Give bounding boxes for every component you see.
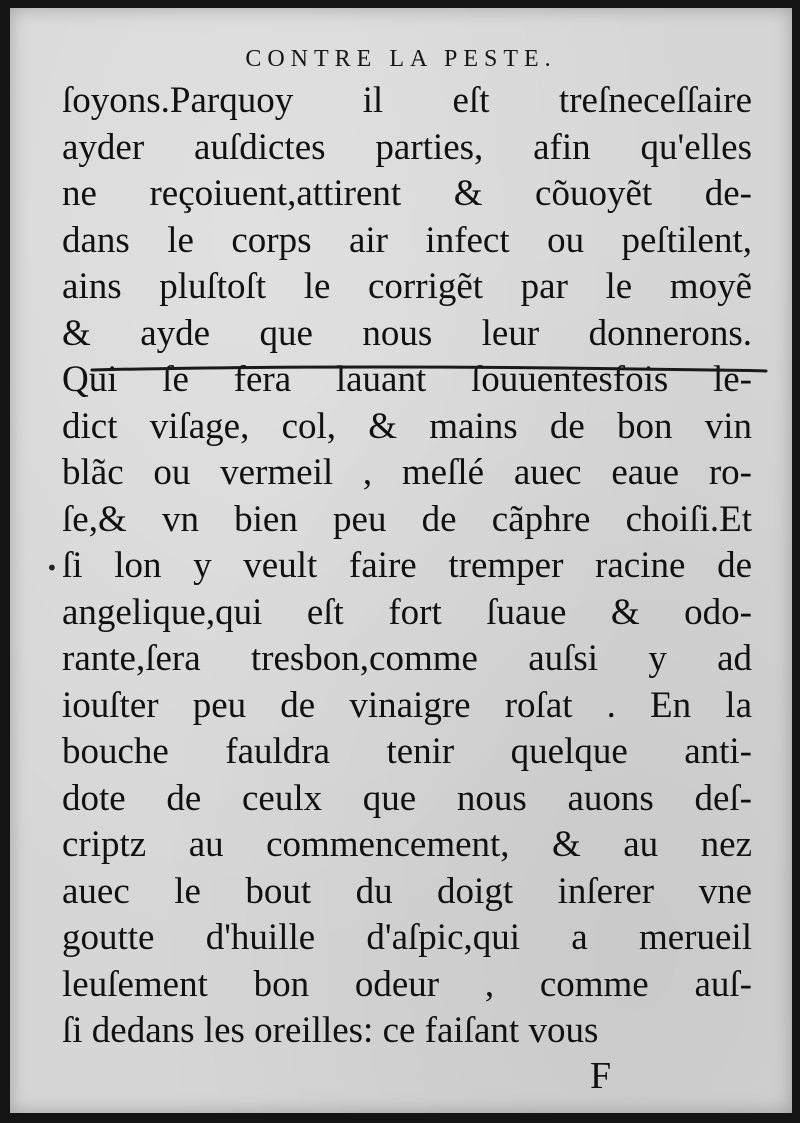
text-line: goutte d'huille d'aſpic,qui a merueil <box>62 917 752 958</box>
text-line: ains pluſtoſt le corrigẽt par le moyẽ <box>62 266 752 307</box>
text-line: ſoyons.Parquoy il eſt treſneceſſaire <box>62 80 752 121</box>
text-line: ne reçoiuent,attirent & cõuoyẽt de- <box>62 173 752 214</box>
text-line: Qui ſe fera lauant ſouuentesfois le- <box>62 359 752 400</box>
margin-mark: • <box>46 556 58 580</box>
text-line: ſi dedans les oreilles: ce faiſant vous <box>62 1010 599 1051</box>
text-line: & ayde que nous leur donnerons. <box>62 312 752 354</box>
signature-mark: F <box>590 1055 612 1097</box>
text-line: dans le corps air infect ou peſtilent, <box>62 219 752 261</box>
body-text <box>62 78 752 1055</box>
text-line: iouſter peu de vinaigre roſat . En la <box>62 684 752 726</box>
running-head: CONTRE LA PESTE. <box>245 46 557 72</box>
text-line: criptz au commencement, & au nez <box>62 824 752 865</box>
text-line: ayder auſdictes parties, afin qu'elles <box>62 126 752 168</box>
book-page <box>10 8 792 1113</box>
text-line: leuſement bon odeur , comme auſ- <box>62 963 752 1005</box>
text-line: ſi lon y veult faire tremper racine de <box>62 545 752 586</box>
text-line: auec le bout du doigt inſerer vne <box>62 870 752 912</box>
text-line: ſe,& vn bien peu de cãphre choiſi.Et <box>62 498 752 540</box>
text-line: angelique,qui eſt fort ſuaue & odo- <box>62 591 752 633</box>
text-line: rante,ſera tresbon,comme auſsi y ad <box>62 638 752 679</box>
text-line: bouche fauldra tenir quelque anti- <box>62 731 752 772</box>
text-line: dict viſage, col, & mains de bon vin <box>62 405 752 447</box>
text-line: dote de ceulx que nous auons deſ- <box>62 777 752 819</box>
text-line: blãc ou vermeil , meſlé auec eaue ro- <box>62 452 752 493</box>
